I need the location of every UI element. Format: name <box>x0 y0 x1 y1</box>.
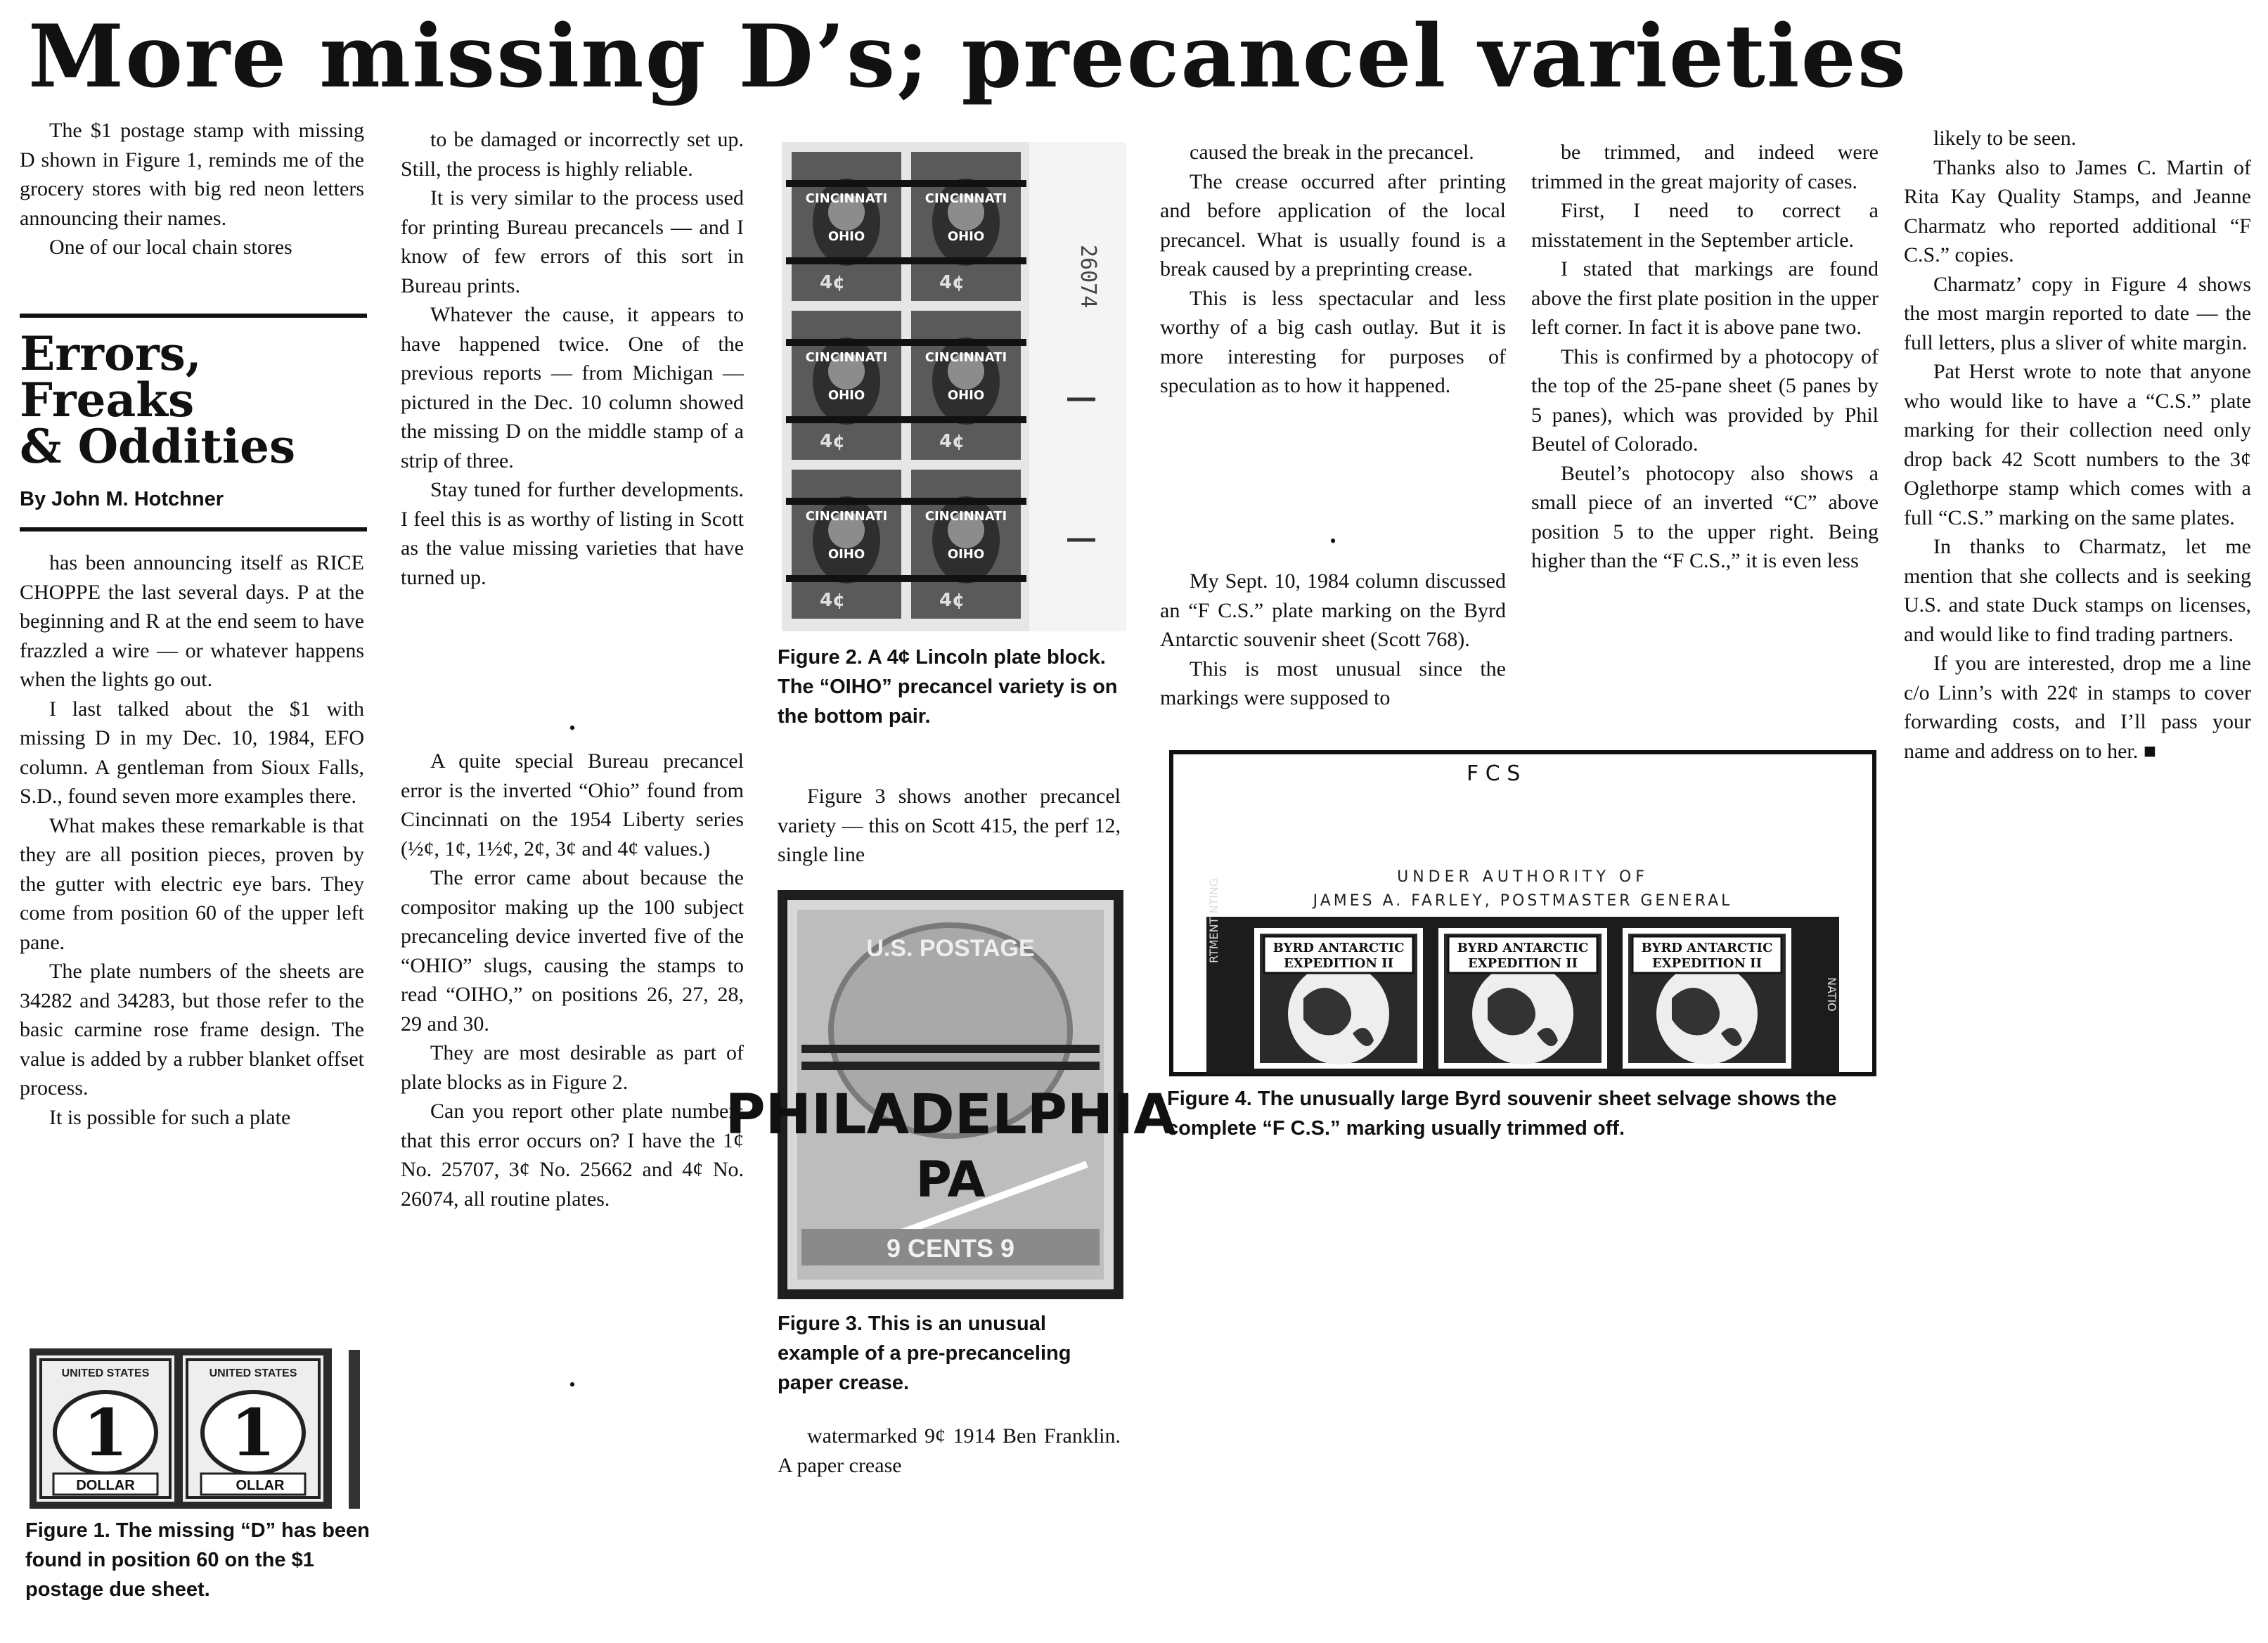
precancel-bar-bottom <box>906 416 1026 423</box>
paragraph: This is less spectacular and less worthy of a big cash outlay. But it is more interesting for purposes of speculation as to how it happened. <box>1160 286 1506 397</box>
precancel-bar-top <box>786 180 907 187</box>
column-3-top <box>778 782 1121 870</box>
stamp-left <box>37 1355 174 1502</box>
stamp-value: 4¢ <box>820 431 846 452</box>
precancel-bar-top <box>906 498 1026 505</box>
precancel-bar-bottom <box>786 575 907 582</box>
column-4-top <box>1160 138 1506 401</box>
column-heading-line-3: & Oddities <box>20 419 296 474</box>
byrd-label-line-1: BYRD ANTARCTIC <box>1457 941 1589 955</box>
column-1-top <box>20 116 364 262</box>
paragraph: I stated that markings are found above the first plate position in the upper left corner. In fact it is above pane two. <box>1531 257 1879 339</box>
heading-rule-bottom <box>20 527 367 531</box>
paragraph: has been announcing itself as RICE CHOPPE the last several days. P at the beginning and R at the end seem to have frazzled a wire — or whatever happens when the lights go out. <box>20 551 364 691</box>
overprint-state: OHIO <box>827 388 865 403</box>
paragraph: My Sept. 10, 1984 column discussed an “F C.S.” plate marking on the Byrd Antarctic souvenir sheet (Scott 768). <box>1160 569 1506 651</box>
stamp-value: 4¢ <box>820 590 846 611</box>
paragraph: Thanks also to James C. Martin of Rita Kay Quality Stamps, and Jeanne Charmatz who reported additional “F C.S.” copies. <box>1904 155 2251 266</box>
paragraph: The plate numbers of the sheets are 34282 and 34283, but those refer to the basic carmine rose frame design. The value is added by a rubber blanket offset process. <box>20 960 364 1100</box>
paragraph: If you are interested, drop me a line c/o Linn’s with 22¢ in stamps to cover forwarding costs, and I’ll pass your name and address on to her. ■ <box>1904 652 2251 763</box>
precancel-bar-bottom <box>906 575 1026 582</box>
lincoln-plate-block <box>779 139 1129 634</box>
column-2-top <box>401 125 744 592</box>
column-heading-line-1: Errors, <box>20 326 202 381</box>
authority-line-1: UNDER AUTHORITY OF <box>1397 868 1649 886</box>
overprint-city: CINCINNATI <box>805 509 888 524</box>
overprint-state: OIHO <box>947 547 985 562</box>
stamp-value: 4¢ <box>939 431 965 452</box>
paragraph: In thanks to Charmatz, let me mention that she collects and is seeking U.S. and state Duck stamps on licenses, and would like to find trading partners. <box>1904 535 2251 646</box>
precancel-bar-top <box>906 180 1026 187</box>
paragraph: caused the break in the precancel. <box>1190 141 1474 164</box>
column-6 <box>1904 124 2251 766</box>
precancel-bar-bottom <box>786 257 907 264</box>
overprint-city: CINCINNATI <box>805 191 888 206</box>
precancel-bar-bottom <box>906 257 1026 264</box>
overprint-state: OIHO <box>827 547 865 562</box>
paragraph: Stay tuned for further developments. I feel this is as worthy of listing in Scott as the value missing varieties that have turned up. <box>401 478 744 589</box>
overprint-city: CINCINNATI <box>924 350 1007 365</box>
stamp-value: 4¢ <box>939 590 965 611</box>
stamp-top-text: U.S. POSTAGE <box>866 935 1035 962</box>
overprint-state: OHIO <box>947 388 985 403</box>
column-heading <box>20 326 378 474</box>
paragraph: Whatever the cause, it appears to have happened twice. One of the previous reports — from Michigan — pictured in the Dec. 10 column showed the missing D on the middle stamp of a strip of three. <box>401 303 744 472</box>
byline: By John M. Hotchner <box>20 488 224 510</box>
column-4-bottom <box>1160 567 1506 713</box>
paragraph: What makes these remarkable is that they are all position pieces, proven by the gutter with electric eye bars. They come from position 60 of the upper left pane. <box>20 813 364 954</box>
byrd-label-line-1: BYRD ANTARCTIC <box>1272 941 1405 955</box>
heading-rule-top <box>20 314 367 318</box>
stamp-value: 4¢ <box>939 272 965 293</box>
paragraph: likely to be seen. <box>1933 127 2077 150</box>
overprint-state: OHIO <box>947 229 985 244</box>
precancel-bar-top <box>906 339 1026 346</box>
precancel-bar-top <box>786 498 907 505</box>
fcs-marking: F C S <box>1467 761 1521 786</box>
column-2-bullet-2: • <box>569 1374 576 1395</box>
paragraph: First, I need to correct a misstatement in the September article. <box>1531 199 1879 252</box>
stamp-left-label: DOLLAR <box>76 1478 135 1493</box>
byrd-stamp-strip <box>1254 928 1791 1069</box>
stamp-left-top-text: UNITED STATES <box>61 1367 150 1379</box>
overprint-city: CINCINNATI <box>924 509 1007 524</box>
figure-4-image <box>1171 752 1874 1074</box>
byrd-label-line-2: EXPEDITION II <box>1283 956 1394 971</box>
plate-number: 26074 <box>1076 245 1100 309</box>
stamp-right <box>183 1355 323 1502</box>
paragraph: One of our local chain stores <box>49 236 292 259</box>
figure-4-caption: Figure 4. The unusually large Byrd souvenir sheet selvage shows the complete “F C.S.” marking usually trimmed off. <box>1167 1088 1837 1140</box>
column-heading-line-2: Freaks <box>20 373 195 427</box>
figure-2-caption: Figure 2. A 4¢ Lincoln plate block. The “OIHO” precancel variety is on the bottom pair. <box>778 646 1118 728</box>
stamp-right-top-text: UNITED STATES <box>209 1367 297 1379</box>
paragraph: I last talked about the $1 with missing D in my Dec. 10, 1984, EFO column. A gentleman from Sioux Falls, S.D., found seven more examples there. <box>20 697 364 808</box>
paragraph: watermarked 9¢ 1914 Ben Franklin. A paper crease <box>778 1424 1121 1477</box>
side-text-right: NATIO <box>1825 977 1838 1012</box>
byrd-label-line-1: BYRD ANTARCTIC <box>1641 941 1773 955</box>
side-text-left: RTMENT NTING <box>1207 877 1220 963</box>
paragraph: The $1 postage stamp with missing D shown in Figure 1, reminds me of the grocery stores with big red neon letters announcing their names. <box>20 119 364 230</box>
paragraph: Can you report other plate numbers that this error occurs on? I have the 1¢ No. 25707, 3¢ No. 25662 and 4¢ No. 26074, all routine plates. <box>401 1100 744 1211</box>
stamp-right-value: 1 <box>230 1395 276 1471</box>
paragraph: Pat Herst wrote to note that anyone who would like to have a “C.S.” plate marking for their collection need only drop back 42 Scott numbers to the 3¢ Oglethorpe stamp which comes with a full “C.S.” marking on the same plates. <box>1904 360 2251 529</box>
byrd-label-line-2: EXPEDITION II <box>1467 956 1578 971</box>
paragraph: Charmatz’ copy in Figure 4 shows the most margin reported to date — the full letters, plus a sliver of white margin. <box>1904 272 2251 354</box>
paragraph: A quite special Bureau precancel error is the inverted “Ohio” found from Cincinnati on the 1954 Liberty series (½¢, 1¢, 1½¢, 2¢, 3¢ and 4¢ values.) <box>401 749 744 861</box>
figure-1-caption: Figure 1. The missing “D” has been found in position 60 on the $1 postage due sheet. <box>25 1519 370 1601</box>
paragraph: This is confirmed by a photocopy of the top of the 25-pane sheet (5 panes by 5 panes), which was provided by Phil Beutel of Colorado. <box>1531 344 1879 456</box>
paragraph: to be damaged or incorrectly set up. Still, the process is highly reliable. <box>401 128 744 181</box>
precancel-state: PA <box>915 1151 986 1209</box>
overprint-city: CINCINNATI <box>924 191 1007 206</box>
postage-due-stamps <box>25 1343 361 1512</box>
column-3-bottom <box>778 1422 1121 1480</box>
byrd-souvenir-sheet <box>1171 752 1874 1074</box>
precancel-bar-top <box>786 339 907 346</box>
column-1-bottom <box>20 548 364 1132</box>
stamp-right-label-missing-d: OLLAR <box>236 1478 285 1493</box>
franklin-stamp <box>725 890 1176 1299</box>
paragraph: It is very similar to the process used for printing Bureau precancels — and I know of few errors of this sort in Bureau prints. <box>401 186 744 297</box>
byrd-label-line-2: EXPEDITION II <box>1651 956 1763 971</box>
column-2-bullet-1: • <box>569 718 576 738</box>
stamp-left-value: 1 <box>82 1395 129 1471</box>
column-4-bullet: • <box>1329 531 1336 551</box>
column-5 <box>1531 138 1879 576</box>
figure-2-image <box>779 139 1129 634</box>
authority-line-2: JAMES A. FARLEY, POSTMASTER GENERAL <box>1313 892 1733 910</box>
stamp-value: 4¢ <box>820 272 846 293</box>
figure-3-image <box>725 890 1176 1299</box>
overprint-city: CINCINNATI <box>805 350 888 365</box>
paragraph: They are most desirable as part of plate blocks as in Figure 2. <box>401 1041 744 1094</box>
paragraph: Figure 3 shows another precancel variety — this on Scott 415, the perf 12, single line <box>778 785 1121 866</box>
overprint-state: OHIO <box>827 229 865 244</box>
headline: More missing D’s; precancel varieties <box>28 6 1908 108</box>
paragraph: Beutel’s photocopy also shows a small piece of an inverted “C” above position 5 to the upper right. Being higher than the “F C.S.,” it is even less <box>1531 461 1879 572</box>
column-2-bottom <box>401 747 744 1213</box>
paragraph: It is possible for such a plate <box>49 1105 291 1129</box>
figure-3-caption: Figure 3. This is an unusual example of a pre-precanceling paper crease. <box>778 1313 1071 1394</box>
precancel-city: PHILADELPHIA <box>725 1083 1176 1147</box>
precancel-bar-bottom <box>786 416 907 423</box>
stamp-bottom-text: 9 CENTS 9 <box>886 1234 1015 1263</box>
paragraph: The crease occurred after printing and before application of the local precancel. What is usually found is a break caused by a preprinting crease. <box>1160 169 1506 281</box>
paragraph: The error came about because the compositor making up the 100 subject precanceling device inverted five of the “OHIO” slugs, causing the stamps to read “OIHO,” on positions 26, 27, 28, 29 and 30. <box>401 866 744 1036</box>
paragraph: This is most unusual since the markings were supposed to <box>1160 657 1506 709</box>
figure-1-image <box>25 1343 361 1512</box>
paragraph: be trimmed, and indeed were trimmed in the great majority of cases. <box>1531 141 1879 193</box>
